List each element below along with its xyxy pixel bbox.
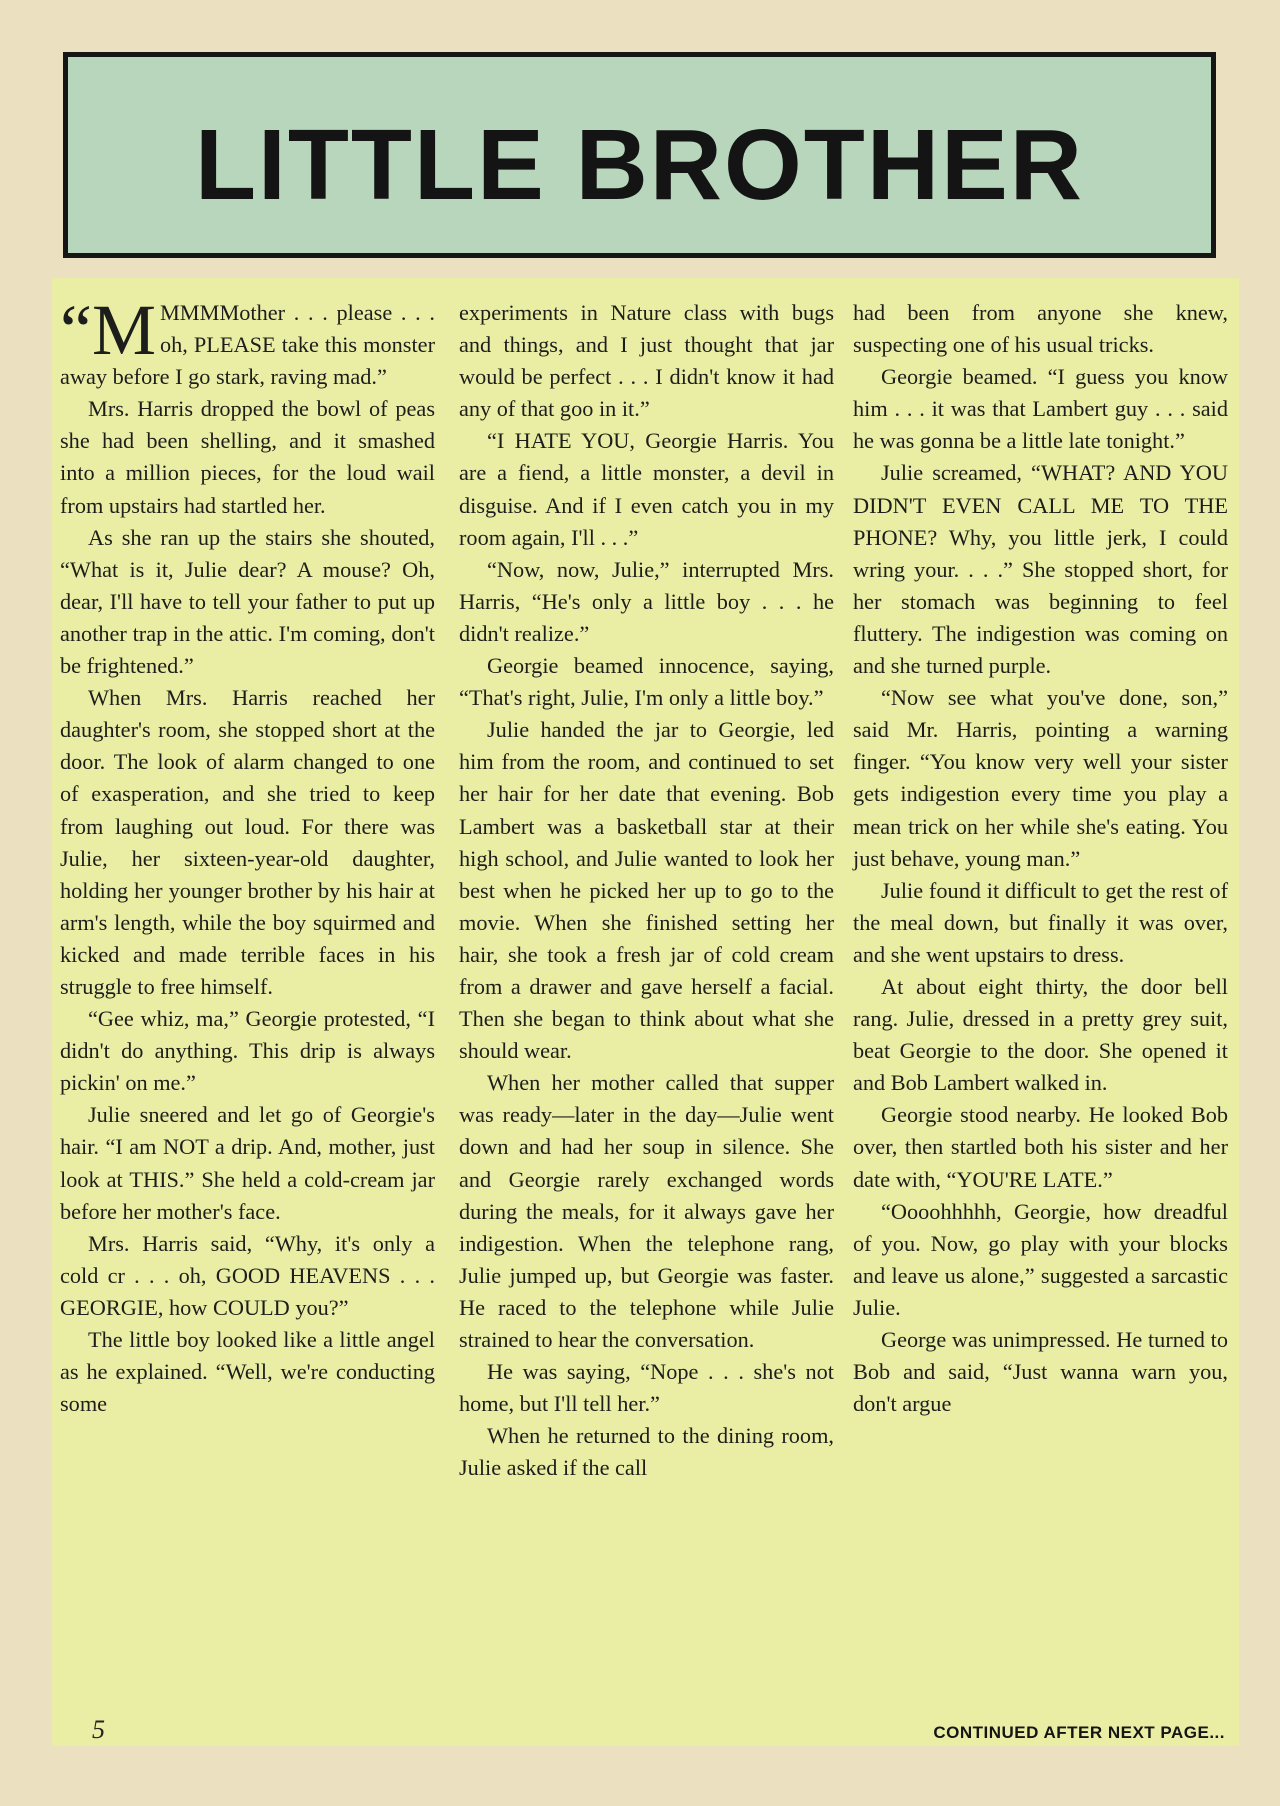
paragraph — [60, 1003, 435, 1099]
paragraph — [60, 1228, 435, 1324]
paragraph-text: “Gee whiz, ma,” Georgie protested, “I didn't do anything. This drip is always pickin' on me.” — [60, 1006, 435, 1096]
story-title: LITTLE BROTHER — [194, 109, 1085, 221]
paragraph — [60, 682, 435, 1003]
paragraph-text: Georgie beamed innocence, saying, “That's right, Julie, I'm only a little boy.” — [459, 653, 834, 711]
paragraph-text: had been from anyone she knew, suspecting one of his usual tricks. — [853, 300, 1228, 358]
paragraph — [853, 682, 1228, 875]
paragraph — [459, 297, 834, 425]
paragraph — [459, 1067, 834, 1356]
paragraph-text: At about eight thirty, the door bell rang. Julie, dressed in a pretty grey suit, beat Georgie to the door. She opened it and Bob Lambert walked in. — [853, 973, 1228, 1096]
paragraph — [459, 1420, 834, 1484]
paragraph — [60, 522, 435, 682]
paragraph — [459, 425, 834, 553]
paragraph — [459, 714, 834, 1067]
paragraph-text: experiments in Nature class with bugs and things, and I just thought that jar would be perfect . . . I didn't know it had any of that goo in it.” — [459, 300, 834, 422]
paragraph-text: “Oooohhhhh, Georgie, how dreadful of you. Now, go play with your blocks and leave us alone,” suggested a sarcastic Julie. — [853, 1198, 1228, 1320]
paragraph — [853, 971, 1228, 1099]
continued-note: CONTINUED AFTER NEXT PAGE... — [933, 1723, 1225, 1742]
paragraph — [459, 1356, 834, 1420]
text-column-1 — [60, 290, 435, 1420]
paragraph-text: Georgie stood nearby. He looked Bob over, then startled both his sister and her date with, “YOU'RE LATE.” — [853, 1102, 1228, 1192]
title-banner — [63, 52, 1216, 258]
paragraph-text: “I HATE YOU, Georgie Harris. You are a fiend, a little monster, a devil in disguise. And if I even catch you in my room again, I'll . . .” — [459, 428, 834, 550]
paragraph-text: When her mother called that supper was ready—later in the day—Julie went down and had her soup in silence. She and Georgie rarely exchanged words during the meals, for it always gave her indigestion. When the telephone rang, Julie jumped up, but Georgie was faster. He raced to the telephone while Julie strained to hear the conversation. — [459, 1070, 834, 1352]
paragraph-text: Georgie beamed. “I guess you know him . . . it was that Lambert guy . . . said he was gonna be a little late tonight.” — [853, 364, 1228, 454]
paragraph — [60, 393, 435, 521]
text-column-3 — [853, 297, 1228, 1420]
paragraph-text: Julie handed the jar to Georgie, led him from the room, and continued to set her hair for her date that evening. Bob Lambert was a basketball star at their high school, and Julie wanted to look her best when he picked her up to go to the movie. When she finished setting her hair, she took a fresh jar of cold cream from a drawer and gave herself a facial. Then she began to think about what she should wear. — [459, 717, 834, 1064]
paragraph-text: Mrs. Harris said, “Why, it's only a cold cr . . . oh, GOOD HEAVENS . . . GEORGIE, how COULD you?” — [60, 1230, 435, 1320]
paragraph-text: The little boy looked like a little angel as he explained. “Well, we're conducting some — [60, 1327, 435, 1417]
paragraph-text: Julie sneered and let go of Georgie's hair. “I am NOT a drip. And, mother, just look at THIS.” She held a cold-cream jar before her mother's face. — [60, 1102, 435, 1224]
paragraph-text: Mrs. Harris dropped the bowl of peas she had been shelling, and it smashed into a million pieces, for the loud wail from upstairs had startled her. — [60, 396, 435, 518]
paragraph — [853, 457, 1228, 682]
paragraph-text: Julie screamed, “WHAT? AND YOU DIDN'T EVEN CALL ME TO THE PHONE? Why, you little jerk, I could wring your. . . .” She stopped short, for her stomach was beginning to feel fluttery. The indigestion was coming on and she turned purple. — [853, 460, 1228, 679]
paragraph-text: “Now, now, Julie,” interrupted Mrs. Harris, “He's only a little boy . . . he didn't realize.” — [459, 556, 834, 646]
paragraph — [459, 554, 834, 650]
paragraph-text: George was unimpressed. He turned to Bob and said, “Just wanna warn you, don't argue — [853, 1327, 1228, 1417]
drop-cap: “M — [60, 290, 156, 370]
paragraph-text: Julie found it difficult to get the rest of the meal down, but finally it was over, and she went upstairs to dress. — [853, 877, 1228, 967]
page-number: 5 — [92, 1715, 105, 1744]
paragraph — [60, 1324, 435, 1420]
paragraph-text: When Mrs. Harris reached her daughter's room, she stopped short at the door. The look of alarm changed to one of exasperation, and she tried to keep from laughing out loud. For there was Julie, her sixteen-year-old daughter, holding her younger brother by his hair at arm's length, while the boy squirmed and kicked and made terrible faces in his struggle to free himself. — [60, 685, 435, 999]
paragraph — [60, 290, 435, 393]
paragraph — [60, 1099, 435, 1227]
paragraph-text: MMMMother . . . please . . . oh, PLEASE take this monster away before I go stark, raving mad.” — [60, 300, 435, 390]
text-column-2 — [459, 297, 834, 1484]
paragraph-text: When he returned to the dining room, Julie asked if the call — [459, 1423, 834, 1481]
paragraph — [853, 1196, 1228, 1324]
paragraph-text: As she ran up the stairs she shouted, “What is it, Julie dear? A mouse? Oh, dear, I'll have to tell your father to put up another trap in the attic. I'm coming, don't be frightened.” — [60, 524, 435, 679]
paragraph — [853, 1099, 1228, 1195]
paragraph — [459, 650, 834, 714]
paragraph — [853, 1324, 1228, 1420]
paragraph — [853, 361, 1228, 457]
paragraph — [853, 297, 1228, 361]
story-text-panel — [52, 278, 1239, 1746]
paragraph — [853, 875, 1228, 971]
paragraph-text: “Now see what you've done, son,” said Mr. Harris, pointing a warning finger. “You know very well your sister gets indigestion every time you play a mean trick on her while she's eating. You just behave, young man.” — [853, 685, 1228, 871]
paragraph-text: He was saying, “Nope . . . she's not home, but I'll tell her.” — [459, 1359, 834, 1417]
